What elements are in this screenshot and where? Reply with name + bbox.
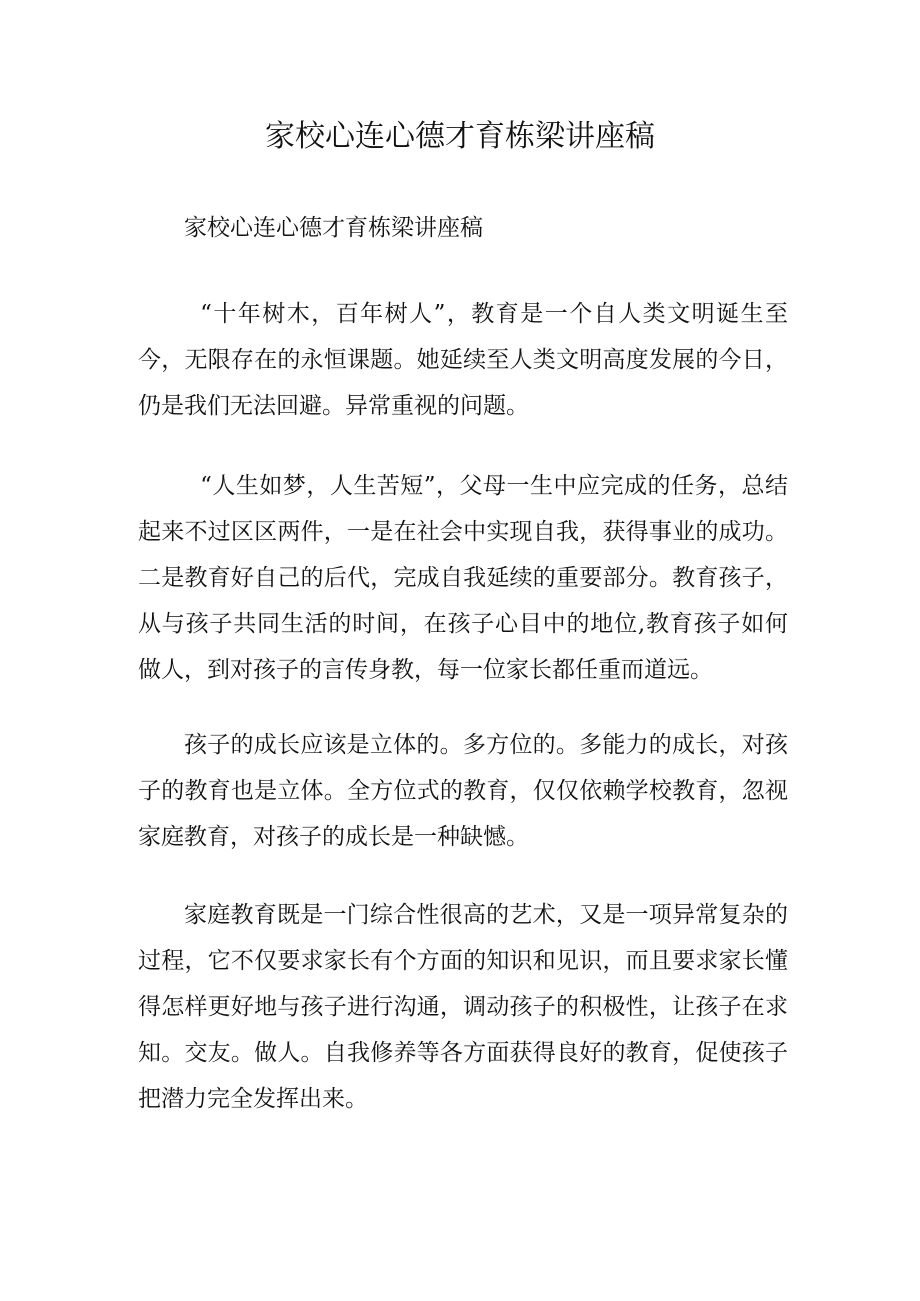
- paragraph-2: “人生如梦，人生苦短”，父母一生中应完成的任务，总结起来不过区区两件，一是在社会中实现自我，获得事业的成功。二是教育好自己的后代，完成自我延续的重要部分。教育孩子，从与孩子共同生活的时间，在孩子心目中的地位,教育孩子如何做人，到对孩子的言传身教，每一位家长都任重而道远。: [138, 473, 788, 683]
- document-title: 家校心连心德才育栋梁讲座稿: [265, 119, 655, 154]
- paragraph-4: 家庭教育既是一门综合性很高的艺术，又是一项异常复杂的过程，它不仅要求家长有个方面的知识和见识，而且要求家长懂得怎样更好地与孩子进行沟通，调动孩子的积极性，让孩子在求知。交友。做人。自我修养等各方面获得良好的教育，促使孩子把潜力完全发挥出来。: [138, 902, 788, 1112]
- paragraph-1: “十年树木，百年树人”，教育是一个自人类文明诞生至今，无限存在的永恒课题。她延续至人类文明高度发展的今日，仍是我们无法回避。异常重视的问题。: [138, 301, 788, 419]
- document-subtitle: 家校心连心德才育栋梁讲座稿: [184, 215, 483, 241]
- paragraph-3: 孩子的成长应该是立体的。多方位的。多能力的成长，对孩子的教育也是立体。全方位式的教育，仅仅依赖学校教育，忽视家庭教育，对孩子的成长是一种缺憾。: [138, 732, 788, 850]
